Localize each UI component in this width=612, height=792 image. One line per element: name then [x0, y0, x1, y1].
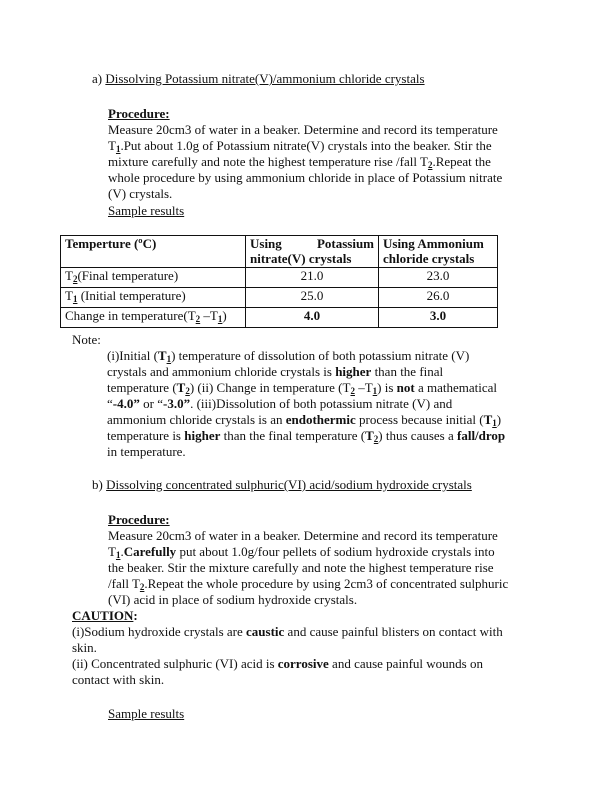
procedure-label [108, 106, 170, 121]
text-run: 2 [427, 160, 433, 170]
procedure-line [108, 592, 357, 607]
row-label [61, 288, 246, 308]
text-run: ) temperature of dissolution of both potassium nitrate (V) [171, 348, 470, 363]
text-run: T [108, 544, 116, 559]
text-run: Note: [72, 332, 101, 347]
table-row [61, 268, 498, 288]
header-text: Potassium [316, 236, 374, 251]
text-run: (i)Sodium hydroxide crystals are [72, 624, 247, 639]
text-run: –T [200, 308, 218, 323]
text-run: Measure 20cm3 of water in a beaker. Determine and record its temperature [108, 122, 498, 137]
text-run: –T [354, 380, 373, 395]
text-run: T [65, 288, 73, 303]
nh4cl-value: 26.0 [379, 288, 498, 308]
kno3-value: 4.0 [246, 308, 379, 328]
text-run: (Initial temperature) [77, 288, 186, 303]
caution-line [72, 640, 97, 655]
text-run: T [108, 138, 116, 153]
caution-label [72, 608, 138, 623]
text-run: /fall T [108, 576, 140, 591]
text-run: (ii) Concentrated sulphuric (VI) acid is [72, 656, 278, 671]
text-run: -3.0” [162, 396, 191, 411]
header-ammonium-chloride [379, 236, 498, 268]
table-header-row [61, 236, 498, 268]
text-run: crystals and ammonium chloride crystals is [107, 364, 336, 379]
text-run: than the final temperature ( [220, 428, 366, 443]
text-run: and cause painful wounds on [328, 656, 483, 671]
text-run: mixture carefully and note the highest temperature rise /fall T [108, 154, 428, 169]
header-text: Using Ammonium [383, 236, 484, 251]
text-run: temperature is [107, 428, 185, 443]
text-run: 1 [115, 144, 121, 154]
procedure-line [108, 186, 172, 201]
nh4cl-value: 3.0 [379, 308, 498, 328]
note-label [72, 332, 101, 347]
text-run: CAUTION [72, 608, 134, 623]
text-run: in temperature. [107, 444, 186, 459]
procedure-line [108, 528, 498, 543]
text-run: whole procedure by using ammonium chloride in place of Potassium nitrate [108, 170, 503, 185]
kno3-value: 21.0 [246, 268, 379, 288]
sample-results-label [108, 203, 184, 218]
text-run: higher [335, 364, 372, 379]
text-run: Procedure: [108, 512, 170, 527]
note-line [107, 396, 452, 411]
text-run: process because initial ( [355, 412, 484, 427]
text-run: .Repeat the [432, 154, 491, 169]
procedure-line [108, 170, 502, 185]
text-run: (Final temperature) [77, 268, 179, 283]
table-row [61, 308, 498, 328]
text-run: Sample results [108, 706, 185, 721]
text-run: a mathematical [414, 380, 498, 395]
header-text: nitrate(V) crystals [250, 251, 352, 266]
text-run: 1 [217, 314, 223, 324]
text-run: 1 [72, 294, 78, 304]
text-run: ) (ii) Change in temperature (T [189, 380, 351, 395]
text-run: the beaker. Stir the mixture carefully and note the highest temperature rise [108, 560, 494, 575]
text-run: put about 1.0g/four pellets of sodium hydroxide crystals into [176, 544, 495, 559]
text-run: Change in temperature(T [65, 308, 196, 323]
text-run: 1 [372, 386, 378, 396]
caution-line [72, 624, 503, 639]
text-run: a) [92, 71, 106, 86]
text-run: contact with skin. [72, 672, 165, 687]
procedure-line [108, 560, 494, 575]
text-run: ) is [377, 380, 397, 395]
text-run: T [176, 380, 186, 395]
section-b-heading [92, 477, 472, 492]
text-run: skin. [72, 640, 97, 655]
text-run: than the final [371, 364, 444, 379]
procedure-label [108, 512, 170, 527]
text-run: b) [92, 477, 107, 492]
text-run: Procedure: [108, 106, 170, 121]
text-run: T [365, 428, 374, 443]
text-run: Dissolving Potassium nitrate(V)/ammonium chloride crystals [105, 71, 425, 86]
section-a-heading [92, 71, 425, 86]
text-run: fall/drop [457, 428, 506, 443]
text-run: T [65, 268, 73, 283]
text-run: Measure 20cm3 of water in a beaker. Determine and record its temperature [108, 528, 498, 543]
row-label [61, 308, 246, 328]
text-run: Carefully [123, 544, 177, 559]
text-run: 1 [166, 354, 172, 364]
header-text: chloride crystals [383, 251, 475, 266]
note-line [107, 364, 443, 379]
text-run: (VI) acid in place of sodium hydroxide crystals. [108, 592, 358, 607]
text-run: 1 [115, 550, 121, 560]
text-run: temperature ( [107, 380, 177, 395]
text-run: .Repeat the whole procedure by using 2cm3 of concentrated sulphuric [144, 576, 509, 591]
text-run: ) [496, 412, 502, 427]
note-line [107, 444, 186, 459]
text-run: .Put about 1.0g of Potassium nitrate(V) crystals into the beaker. Stir the [120, 138, 492, 153]
text-run: ) [222, 308, 227, 323]
text-run: endothermic [285, 412, 356, 427]
text-run: 2 [139, 582, 145, 592]
caution-line [72, 672, 164, 687]
text-run: (V) crystals. [108, 186, 173, 201]
text-run: T [157, 348, 167, 363]
text-run: 2 [72, 274, 78, 284]
text-run: corrosive [277, 656, 329, 671]
procedure-line [108, 122, 498, 137]
header-text: Using [250, 236, 282, 251]
text-run: (i)Initial ( [107, 348, 158, 363]
text-run: T [483, 412, 493, 427]
text-run: higher [184, 428, 221, 443]
text-run: : [133, 608, 138, 623]
kno3-value: 25.0 [246, 288, 379, 308]
text-run: ) thus causes a [378, 428, 457, 443]
text-run: ammonium chloride crystals is an [107, 412, 286, 427]
sample-results-label [108, 706, 184, 721]
header-temperature: Temperture (ºC) [61, 236, 246, 268]
text-run: Sample results [108, 203, 185, 218]
text-run: 2 [195, 314, 201, 324]
text-run: caustic [246, 624, 285, 639]
row-label [61, 268, 246, 288]
table-row [61, 288, 498, 308]
text-run: -4.0” [112, 396, 140, 411]
text-run: . (iii)Dissolution of both potassium nitrate (V) and [190, 396, 453, 411]
text-run: “ [107, 396, 113, 411]
text-run: not [396, 380, 415, 395]
text-run: 2 [373, 434, 379, 444]
text-run: Dissolving concentrated sulphuric(VI) acid/sodium hydroxide crystals [106, 477, 472, 492]
text-run: and cause painful blisters on contact with [284, 624, 503, 639]
text-run: or “ [139, 396, 163, 411]
text-run: 2 [185, 386, 190, 396]
header-potassium-nitrate [246, 236, 379, 268]
caution-line [72, 656, 483, 671]
nh4cl-value: 23.0 [379, 268, 498, 288]
text-run: 1 [492, 418, 497, 428]
text-run: 2 [350, 386, 355, 396]
results-table [60, 235, 498, 328]
text-run: . [120, 544, 124, 559]
